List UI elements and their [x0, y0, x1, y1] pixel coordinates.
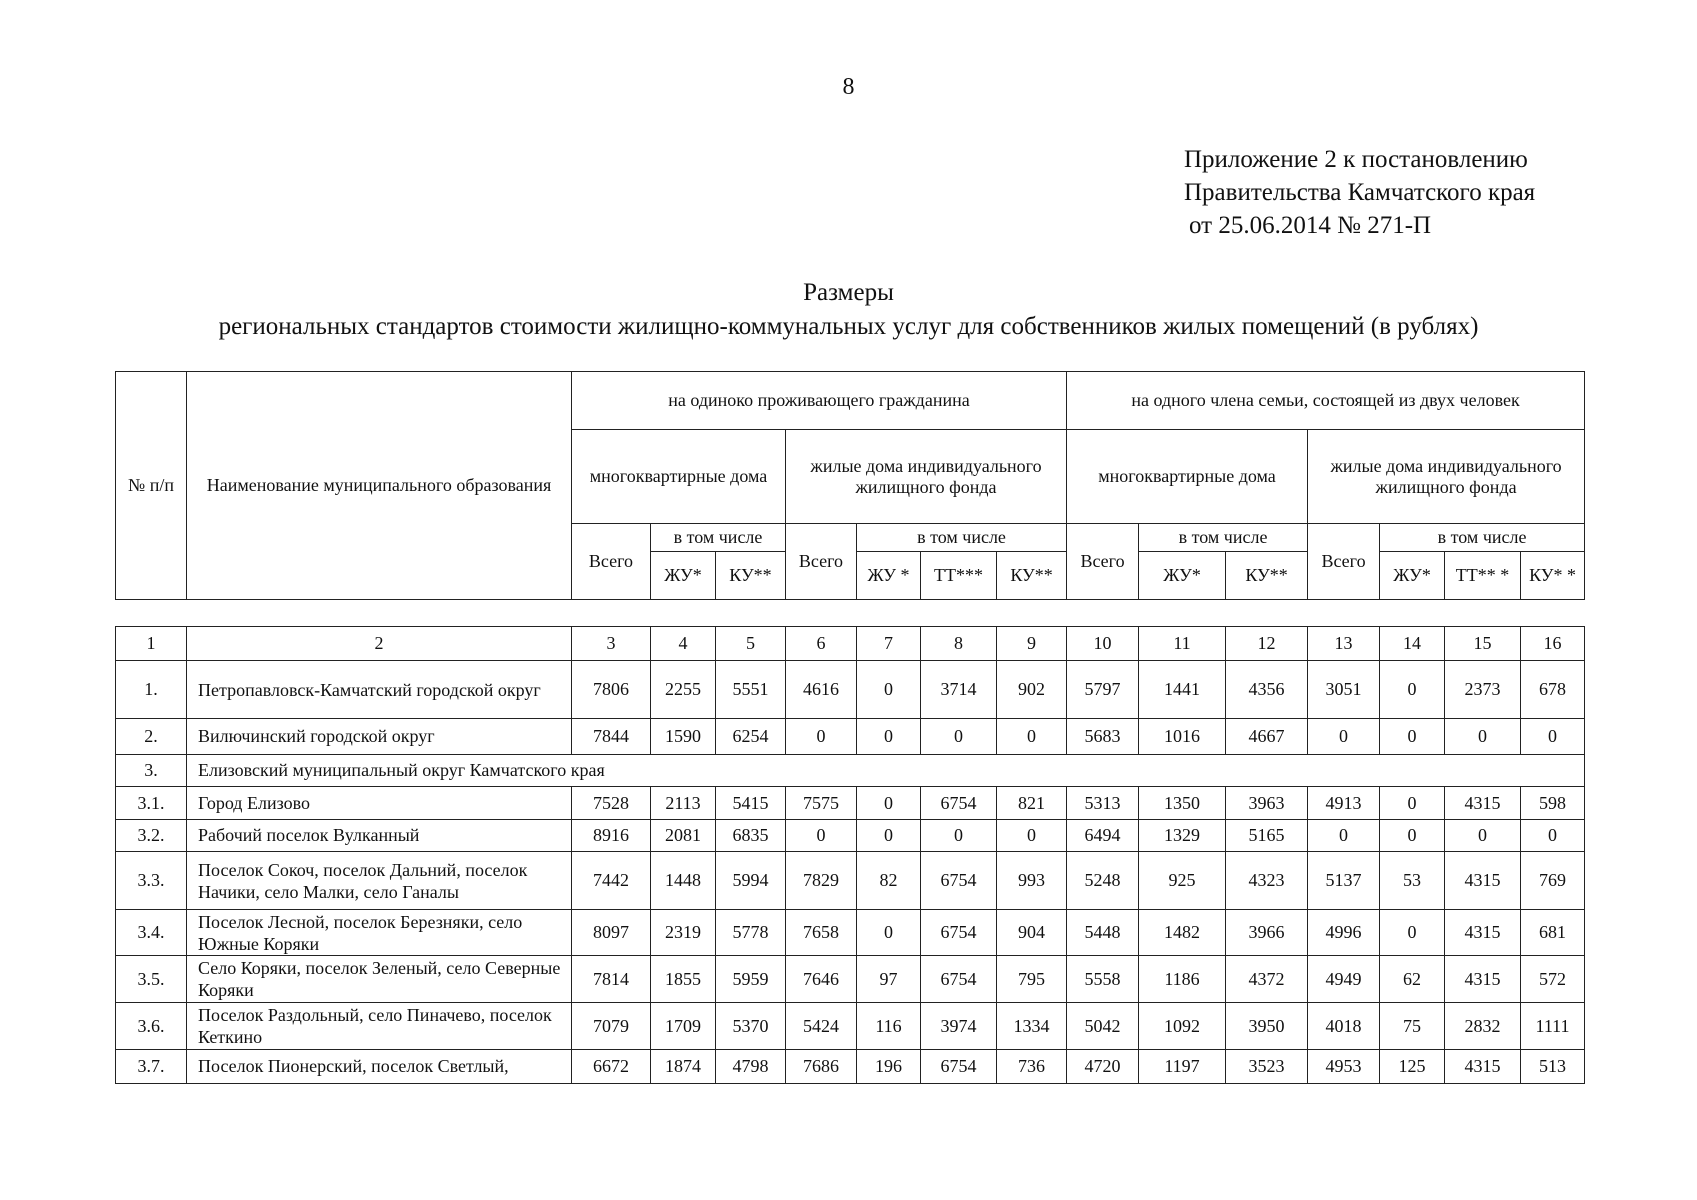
value-cell: 4018 [1308, 1003, 1380, 1050]
value-cell: 7844 [572, 719, 651, 755]
value-cell: 5042 [1067, 1003, 1139, 1050]
value-cell: 4720 [1067, 1050, 1139, 1084]
value-cell: 5424 [786, 1003, 857, 1050]
value-cell: 196 [857, 1050, 921, 1084]
table-row [116, 661, 1585, 719]
value-cell: 736 [997, 1050, 1067, 1084]
value-cell: 3966 [1226, 910, 1308, 956]
value-cell: 1350 [1139, 787, 1226, 820]
value-cell: 8097 [572, 910, 651, 956]
value-cell: 4315 [1445, 1050, 1521, 1084]
column-number: 16 [1521, 627, 1585, 661]
value-cell: 902 [997, 661, 1067, 719]
value-cell: 5137 [1308, 852, 1380, 910]
header-ind-single: жилые дома индивидуального жилищного фонда [786, 430, 1067, 524]
header-c9: КУ** [997, 552, 1067, 600]
title-line: Размеры [803, 279, 894, 306]
header-c4: ЖУ* [651, 552, 716, 600]
column-number: 10 [1067, 627, 1139, 661]
header-c11: ЖУ* [1139, 552, 1226, 600]
column-number: 2 [187, 627, 572, 661]
value-cell: 0 [997, 719, 1067, 755]
header-incl: в том числе [1139, 524, 1308, 552]
value-cell: 1092 [1139, 1003, 1226, 1050]
value-cell: 4798 [716, 1050, 786, 1084]
table-row [116, 755, 1585, 787]
value-cell: 75 [1380, 1003, 1445, 1050]
value-cell: 4315 [1445, 852, 1521, 910]
value-cell: 0 [857, 787, 921, 820]
value-cell: 0 [786, 719, 857, 755]
value-cell: 82 [857, 852, 921, 910]
table-row [116, 956, 1585, 1003]
municipality-name: Петропавловск-Камчатский городской округ [187, 661, 572, 719]
value-cell: 6754 [921, 910, 997, 956]
value-cell: 0 [1521, 820, 1585, 852]
table-row [116, 852, 1585, 910]
value-cell: 5448 [1067, 910, 1139, 956]
value-cell: 0 [1380, 719, 1445, 755]
value-cell: 1590 [651, 719, 716, 755]
value-cell: 6494 [1067, 820, 1139, 852]
value-cell: 2319 [651, 910, 716, 956]
header-c5: КУ** [716, 552, 786, 600]
header-c12: КУ** [1226, 552, 1308, 600]
value-cell: 2081 [651, 820, 716, 852]
municipality-name: Рабочий поселок Вулканный [187, 820, 572, 852]
header-total: Всего [1308, 524, 1380, 600]
value-cell: 7646 [786, 956, 857, 1003]
column-number: 14 [1380, 627, 1445, 661]
column-number: 1 [116, 627, 187, 661]
table-row [116, 787, 1585, 820]
header-total: Всего [786, 524, 857, 600]
value-cell: 116 [857, 1003, 921, 1050]
value-cell: 5551 [716, 661, 786, 719]
value-cell: 3974 [921, 1003, 997, 1050]
header-ind-family: жилые дома индивидуального жилищного фонда [1308, 430, 1585, 524]
value-cell: 1448 [651, 852, 716, 910]
value-cell: 993 [997, 852, 1067, 910]
column-number: 6 [786, 627, 857, 661]
value-cell: 4315 [1445, 956, 1521, 1003]
value-cell: 6835 [716, 820, 786, 852]
document-title [0, 276, 1697, 344]
value-cell: 572 [1521, 956, 1585, 1003]
value-cell: 3051 [1308, 661, 1380, 719]
column-number: 13 [1308, 627, 1380, 661]
column-number: 4 [651, 627, 716, 661]
header-name: Наименование муниципального образования [187, 372, 572, 600]
value-cell: 1186 [1139, 956, 1226, 1003]
value-cell: 6754 [921, 787, 997, 820]
value-cell: 5778 [716, 910, 786, 956]
value-cell: 1855 [651, 956, 716, 1003]
column-number: 7 [857, 627, 921, 661]
table-row [116, 1050, 1585, 1084]
value-cell: 6672 [572, 1050, 651, 1084]
value-cell: 5959 [716, 956, 786, 1003]
value-cell: 0 [1308, 820, 1380, 852]
value-cell: 0 [857, 719, 921, 755]
value-cell: 0 [1380, 661, 1445, 719]
value-cell: 1016 [1139, 719, 1226, 755]
value-cell: 598 [1521, 787, 1585, 820]
title-line: региональных стандартов стоимости жилищно-коммунальных услуг для собственников жилых помещений (в рублях) [218, 313, 1479, 340]
value-cell: 1709 [651, 1003, 716, 1050]
value-cell: 0 [997, 820, 1067, 852]
value-cell: 1111 [1521, 1003, 1585, 1050]
header-c16: КУ* * [1521, 552, 1585, 600]
value-cell: 0 [1445, 820, 1521, 852]
value-cell: 0 [857, 910, 921, 956]
value-cell: 1482 [1139, 910, 1226, 956]
value-cell: 0 [1380, 787, 1445, 820]
row-number: 3.6. [116, 1003, 187, 1050]
value-cell: 5165 [1226, 820, 1308, 852]
value-cell: 0 [857, 661, 921, 719]
municipality-name: Город Елизово [187, 787, 572, 820]
header-num: № п/п [116, 372, 187, 600]
value-cell: 4913 [1308, 787, 1380, 820]
row-number: 3. [116, 755, 187, 787]
value-cell: 1441 [1139, 661, 1226, 719]
column-number: 11 [1139, 627, 1226, 661]
value-cell: 681 [1521, 910, 1585, 956]
value-cell: 2113 [651, 787, 716, 820]
header-incl: в том числе [857, 524, 1067, 552]
value-cell: 0 [786, 820, 857, 852]
value-cell: 904 [997, 910, 1067, 956]
value-cell: 5248 [1067, 852, 1139, 910]
value-cell: 5370 [716, 1003, 786, 1050]
value-cell: 0 [921, 719, 997, 755]
value-cell: 7829 [786, 852, 857, 910]
value-cell: 0 [857, 820, 921, 852]
table-row [116, 820, 1585, 852]
municipality-name: Поселок Раздольный, село Пиначево, поселок Кеткино [187, 1003, 572, 1050]
header-family: на одного члена семьи, состоящей из двух человек [1067, 372, 1585, 430]
value-cell: 6254 [716, 719, 786, 755]
value-cell: 8916 [572, 820, 651, 852]
row-number: 3.1. [116, 787, 187, 820]
value-cell: 1874 [651, 1050, 716, 1084]
value-cell: 4323 [1226, 852, 1308, 910]
value-cell: 678 [1521, 661, 1585, 719]
value-cell: 0 [1521, 719, 1585, 755]
value-cell: 5797 [1067, 661, 1139, 719]
page-number: 8 [842, 74, 855, 100]
row-number: 3.4. [116, 910, 187, 956]
appendix-line: Правительства Камчатского края [1184, 179, 1536, 206]
row-number: 3.5. [116, 956, 187, 1003]
appendix-note [1184, 143, 1535, 242]
header-incl: в том числе [1380, 524, 1585, 552]
value-cell: 2832 [1445, 1003, 1521, 1050]
column-number-row [116, 627, 1585, 661]
value-cell: 0 [1380, 910, 1445, 956]
row-number: 3.7. [116, 1050, 187, 1084]
value-cell: 7575 [786, 787, 857, 820]
row-number: 1. [116, 661, 187, 719]
value-cell: 53 [1380, 852, 1445, 910]
header-c14: ЖУ* [1380, 552, 1445, 600]
header-c15: ТТ** * [1445, 552, 1521, 600]
column-number: 9 [997, 627, 1067, 661]
value-cell: 5558 [1067, 956, 1139, 1003]
header-total: Всего [1067, 524, 1139, 600]
municipality-name: Поселок Пионерский, поселок Светлый, [187, 1050, 572, 1084]
header-c8: ТТ*** [921, 552, 997, 600]
value-cell: 7442 [572, 852, 651, 910]
data-table [115, 626, 1585, 1084]
header-mkd-family: многоквартирные дома [1067, 430, 1308, 524]
appendix-line: Приложение 2 к постановлению [1184, 146, 1528, 173]
value-cell: 513 [1521, 1050, 1585, 1084]
municipality-name: Елизовский муниципальный округ Камчатского края [187, 755, 1585, 787]
value-cell: 62 [1380, 956, 1445, 1003]
value-cell: 2255 [651, 661, 716, 719]
value-cell: 7528 [572, 787, 651, 820]
header-mkd-single: многоквартирные дома [572, 430, 786, 524]
value-cell: 5313 [1067, 787, 1139, 820]
appendix-line: от 25.06.2014 № 271-П [1189, 212, 1432, 239]
municipality-name: Поселок Лесной, поселок Березняки, село Южные Коряки [187, 910, 572, 956]
column-number: 12 [1226, 627, 1308, 661]
value-cell: 821 [997, 787, 1067, 820]
row-number: 3.2. [116, 820, 187, 852]
value-cell: 4667 [1226, 719, 1308, 755]
value-cell: 7814 [572, 956, 651, 1003]
column-number: 8 [921, 627, 997, 661]
table-row [116, 910, 1585, 956]
row-number: 3.3. [116, 852, 187, 910]
municipality-name: Село Коряки, поселок Зеленый, село Северные Коряки [187, 956, 572, 1003]
value-cell: 3963 [1226, 787, 1308, 820]
value-cell: 7686 [786, 1050, 857, 1084]
value-cell: 925 [1139, 852, 1226, 910]
value-cell: 5994 [716, 852, 786, 910]
value-cell: 0 [1308, 719, 1380, 755]
value-cell: 5415 [716, 787, 786, 820]
column-number: 15 [1445, 627, 1521, 661]
value-cell: 769 [1521, 852, 1585, 910]
table-header [115, 371, 1585, 600]
value-cell: 6754 [921, 852, 997, 910]
table-row [116, 719, 1585, 755]
value-cell: 7079 [572, 1003, 651, 1050]
value-cell: 4953 [1308, 1050, 1380, 1084]
value-cell: 125 [1380, 1050, 1445, 1084]
value-cell: 7658 [786, 910, 857, 956]
value-cell: 1334 [997, 1003, 1067, 1050]
value-cell: 0 [921, 820, 997, 852]
municipality-name: Вилючинский городской округ [187, 719, 572, 755]
value-cell: 4616 [786, 661, 857, 719]
table-row [116, 1003, 1585, 1050]
value-cell: 97 [857, 956, 921, 1003]
value-cell: 4315 [1445, 787, 1521, 820]
value-cell: 3950 [1226, 1003, 1308, 1050]
municipality-name: Поселок Сокоч, поселок Дальний, поселок Начики, село Малки, село Ганалы [187, 852, 572, 910]
value-cell: 6754 [921, 1050, 997, 1084]
value-cell: 3714 [921, 661, 997, 719]
value-cell: 4356 [1226, 661, 1308, 719]
value-cell: 7806 [572, 661, 651, 719]
value-cell: 3523 [1226, 1050, 1308, 1084]
value-cell: 5683 [1067, 719, 1139, 755]
value-cell: 2373 [1445, 661, 1521, 719]
value-cell: 795 [997, 956, 1067, 1003]
value-cell: 4315 [1445, 910, 1521, 956]
value-cell: 4949 [1308, 956, 1380, 1003]
header-c7: ЖУ * [857, 552, 921, 600]
row-number: 2. [116, 719, 187, 755]
value-cell: 0 [1445, 719, 1521, 755]
value-cell: 4372 [1226, 956, 1308, 1003]
column-number: 5 [716, 627, 786, 661]
value-cell: 6754 [921, 956, 997, 1003]
value-cell: 1197 [1139, 1050, 1226, 1084]
value-cell: 4996 [1308, 910, 1380, 956]
value-cell: 0 [1380, 820, 1445, 852]
header-incl: в том числе [651, 524, 786, 552]
header-single: на одиноко проживающего гражданина [572, 372, 1067, 430]
value-cell: 1329 [1139, 820, 1226, 852]
header-total: Всего [572, 524, 651, 600]
column-number: 3 [572, 627, 651, 661]
